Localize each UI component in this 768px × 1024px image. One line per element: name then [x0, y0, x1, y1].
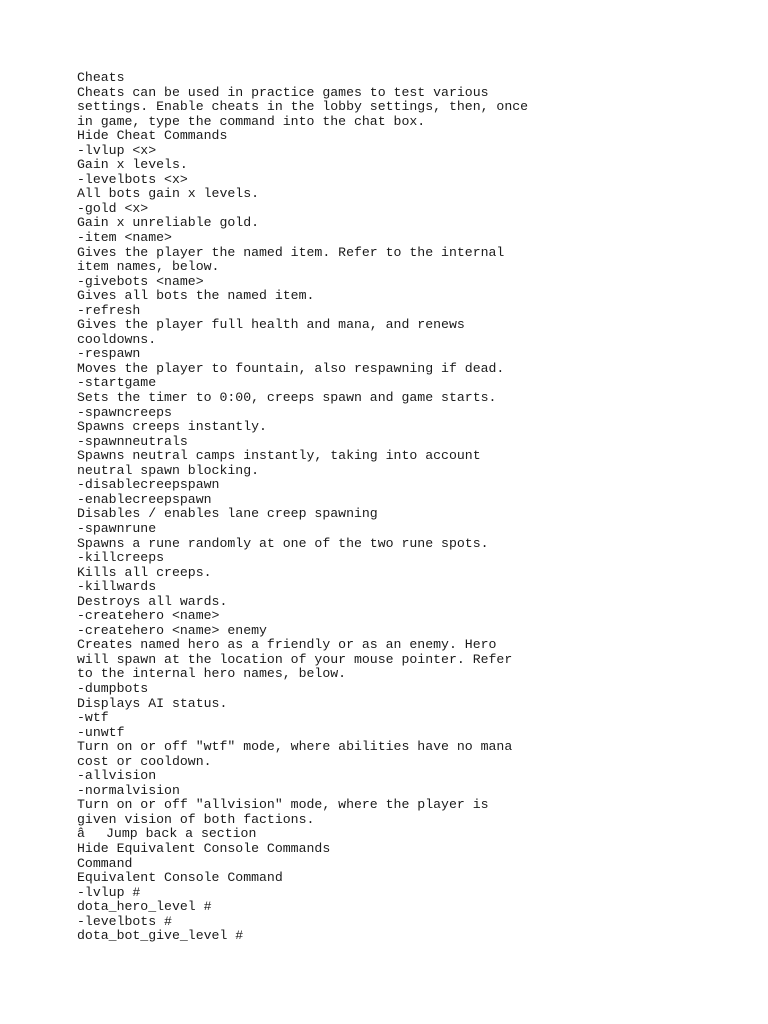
text-line: -startgame	[77, 375, 157, 391]
text-line: Gain x levels.	[77, 157, 188, 173]
text-line: -levelbots #	[77, 913, 172, 929]
text-line: cost or cooldown.	[77, 753, 212, 769]
text-line: cooldowns.	[77, 331, 157, 347]
text-line: Spawns creeps instantly.	[77, 419, 267, 435]
text-line: -killwards	[77, 579, 157, 595]
text-line: Turn on or off "allvision" mode, where the player is	[77, 797, 489, 813]
text-line: Displays AI status.	[77, 695, 228, 711]
text-line: in game, type the command into the chat box.	[77, 113, 426, 129]
text-line: -refresh	[77, 302, 141, 318]
text-line: Gives all bots the named item.	[77, 288, 315, 304]
text-line: Turn on or off "wtf" mode, where abilities have no mana	[77, 739, 513, 755]
text-line: -lvlup #	[77, 884, 141, 900]
text-line: Gives the player the named item. Refer to the internal	[77, 244, 505, 260]
text-line: -disablecreepspawn	[77, 477, 220, 493]
text-line: -createhero <name>	[77, 608, 220, 624]
text-line: neutral spawn blocking.	[77, 462, 260, 478]
text-line: -spawncreeps	[77, 404, 172, 420]
text-line: All bots gain x levels.	[77, 186, 260, 202]
text-line: Equivalent Console Command	[77, 870, 283, 886]
text-line: -respawn	[77, 346, 141, 362]
text-line: Creates named hero as a friendly or as an enemy. Hero	[77, 637, 497, 653]
text-line: dota_bot_give_level #	[77, 928, 244, 944]
text-line: -killcreeps	[77, 550, 165, 566]
text-line: -unwtf	[77, 724, 125, 740]
text-line: -spawnrune	[77, 520, 157, 536]
text-line: -item <name>	[77, 230, 172, 246]
text-line: Destroys all wards.	[77, 593, 228, 609]
text-line: Spawns a rune randomly at one of the two rune spots.	[77, 535, 489, 551]
text-line: Gain x unreliable gold.	[77, 215, 260, 231]
text-line: Sets the timer to 0:00, creeps spawn and game starts.	[77, 390, 497, 406]
text-line: item names, below.	[77, 259, 220, 275]
document-body	[77, 71, 737, 944]
text-line: given vision of both factions.	[77, 811, 315, 827]
text-line: -dumpbots	[77, 680, 149, 696]
text-line: -allvision	[77, 768, 157, 784]
text-line: Command	[77, 855, 133, 871]
text-line: to the internal hero names, below.	[77, 666, 347, 682]
text-line: Cheats can be used in practice games to test various	[77, 84, 489, 100]
text-line: -enablecreepspawn	[77, 491, 212, 507]
text-line: -levelbots <x>	[77, 171, 188, 187]
text-line: Gives the player full health and mana, and renews	[77, 317, 465, 333]
text-line: Spawns neutral camps instantly, taking into account	[77, 448, 481, 464]
text-line: Moves the player to fountain, also respawning if dead.	[77, 360, 505, 376]
text-line: -gold <x>	[77, 200, 149, 216]
text-line: -createhero <name> enemy	[77, 622, 267, 638]
text-line: Hide Equivalent Console Commands	[77, 840, 331, 856]
page-title: Cheats	[77, 70, 125, 85]
text-line: -givebots <name>	[77, 273, 204, 289]
text-line: -normalvision	[77, 782, 180, 798]
text-line: Kills all creeps.	[77, 564, 212, 580]
text-line: will spawn at the location of your mouse pointer. Refer	[77, 651, 513, 667]
text-line: Disables / enables lane creep spawning	[77, 506, 378, 522]
text-line: -wtf	[77, 710, 109, 726]
text-line: âJump back a section	[77, 826, 257, 842]
text-line: settings. Enable cheats in the lobby settings, then, once	[77, 99, 529, 115]
text-line: -spawnneutrals	[77, 433, 188, 449]
text-line: Hide Cheat Commands	[77, 128, 228, 144]
text-line: -lvlup <x>	[77, 142, 157, 158]
text-line: dota_hero_level #	[77, 899, 212, 915]
